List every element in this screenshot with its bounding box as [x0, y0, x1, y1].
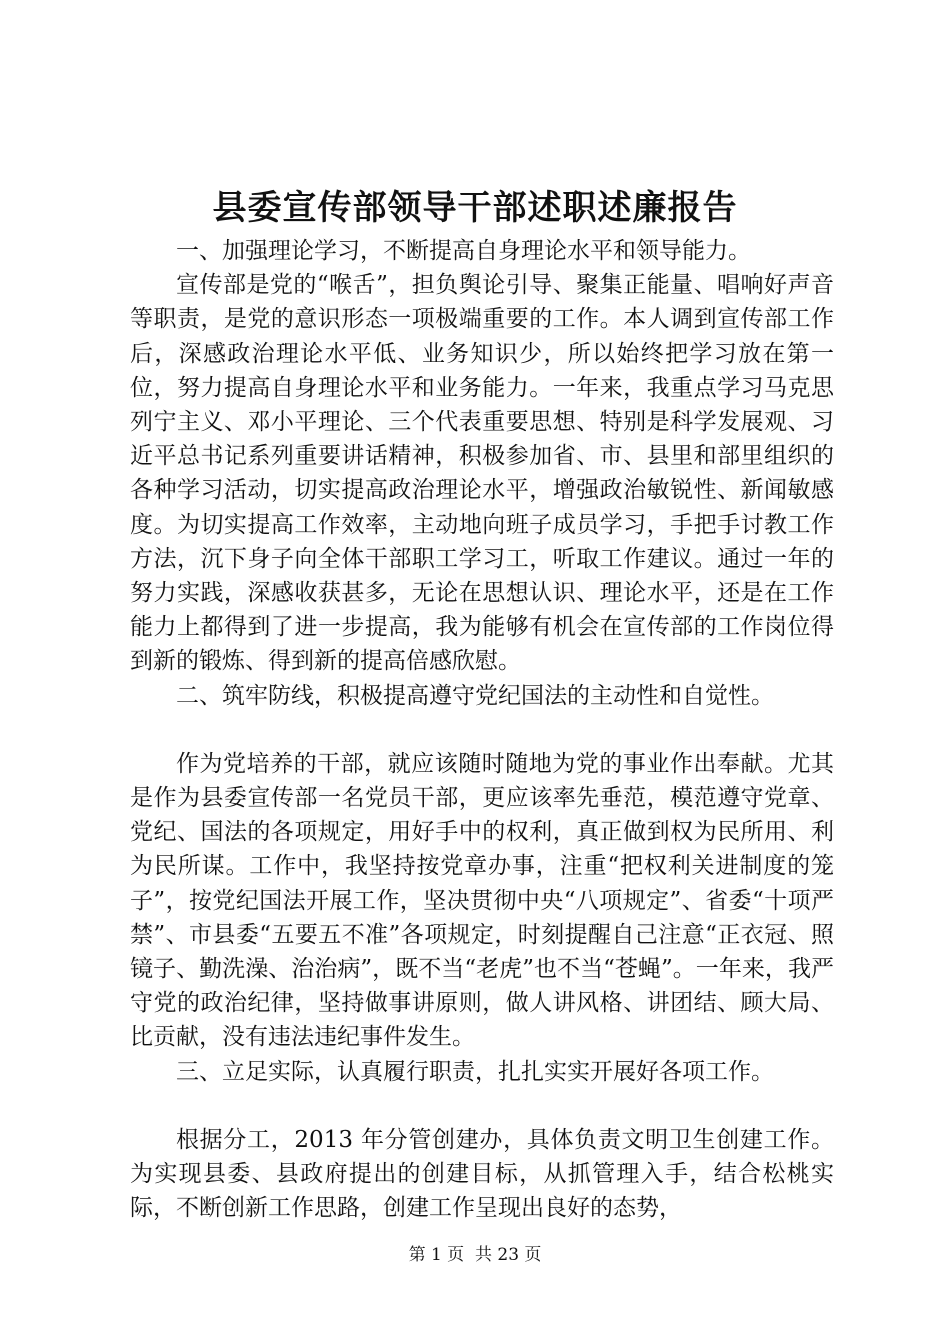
- body-paragraph: 作为党培养的干部，就应该随时随地为党的事业作出奉献。尤其是作为县委宣传部一名党员干部，更应该率先垂范，模范遵守党章、党纪、国法的各项规定，用好手中的权利，真正做到权为民所用、利为民所谋。工作中，我坚持按党章办事，注重“把权利关进制度的笼子”，按党纪国法开展工作，坚决贯彻中央“八项规定”、省委“十项严禁”、市县委“五要五不准”各项规定，时刻提醒自己注意“正衣冠、照镜子、勤洗澡、治治病”，既不当“老虎”也不当“苍蝇”。一年来，我严守党的政治纪律，坚持做事讲原则，做人讲风格、讲团结、顾大局、比贡献，没有违法违纪事件发生。: [130, 750, 834, 1051]
- page-footer: [0, 1243, 950, 1267]
- paragraph-spacer: [130, 713, 834, 747]
- document-title: 县委宣传部领导干部述职述廉报告: [212, 188, 738, 228]
- paragraph-spacer: [130, 1089, 834, 1123]
- document-body: [130, 234, 834, 1225]
- page-number: 第 1 页 共 23 页: [408, 1245, 542, 1265]
- body-paragraph: 宣传部是党的“喉舌”，担负舆论引导、聚集正能量、唱响好声音等职责，是党的意识形态一项极端重要的工作。本人调到宣传部工作后，深感政治理论水平低、业务知识少，所以始终把学习放在第一位，努力提高自身理论水平和业务能力。一年来，我重点学习马克思列宁主义、邓小平理论、三个代表重要思想、特别是科学发展观、习近平总书记系列重要讲话精神，积极参加省、市、县里和部里组织的各种学习活动，切实提高政治理论水平，增强政治敏锐性、新闻敏感度。为切实提高工作效率，主动地向班子成员学习，手把手讨教工作方法，沉下身子向全体干部职工学习工，听取工作建议。通过一年的努力实践，深感收获甚多，无论在思想认识、理论水平，还是在工作能力上都得到了进一步提高，我为能够有机会在宣传部的工作岗位得到新的锻炼、得到新的提高倍感欣慰。: [130, 272, 834, 675]
- section-heading-2: 二、筑牢防线，积极提高遵守党纪国法的主动性和自觉性。: [176, 682, 774, 709]
- section-heading-1: 一、加强理论学习，不断提高自身理论水平和领导能力。: [176, 238, 751, 264]
- section-heading-3: 三、立足实际，认真履行职责，扎扎实实开展好各项工作。: [176, 1058, 774, 1085]
- body-paragraph: 根据分工，2013 年分管创建办，具体负责文明卫生创建工作。为实现县委、县政府提出的创建目标，从抓管理入手，结合松桃实际，不断创新工作思路，创建工作呈现出良好的态势，: [130, 1126, 834, 1222]
